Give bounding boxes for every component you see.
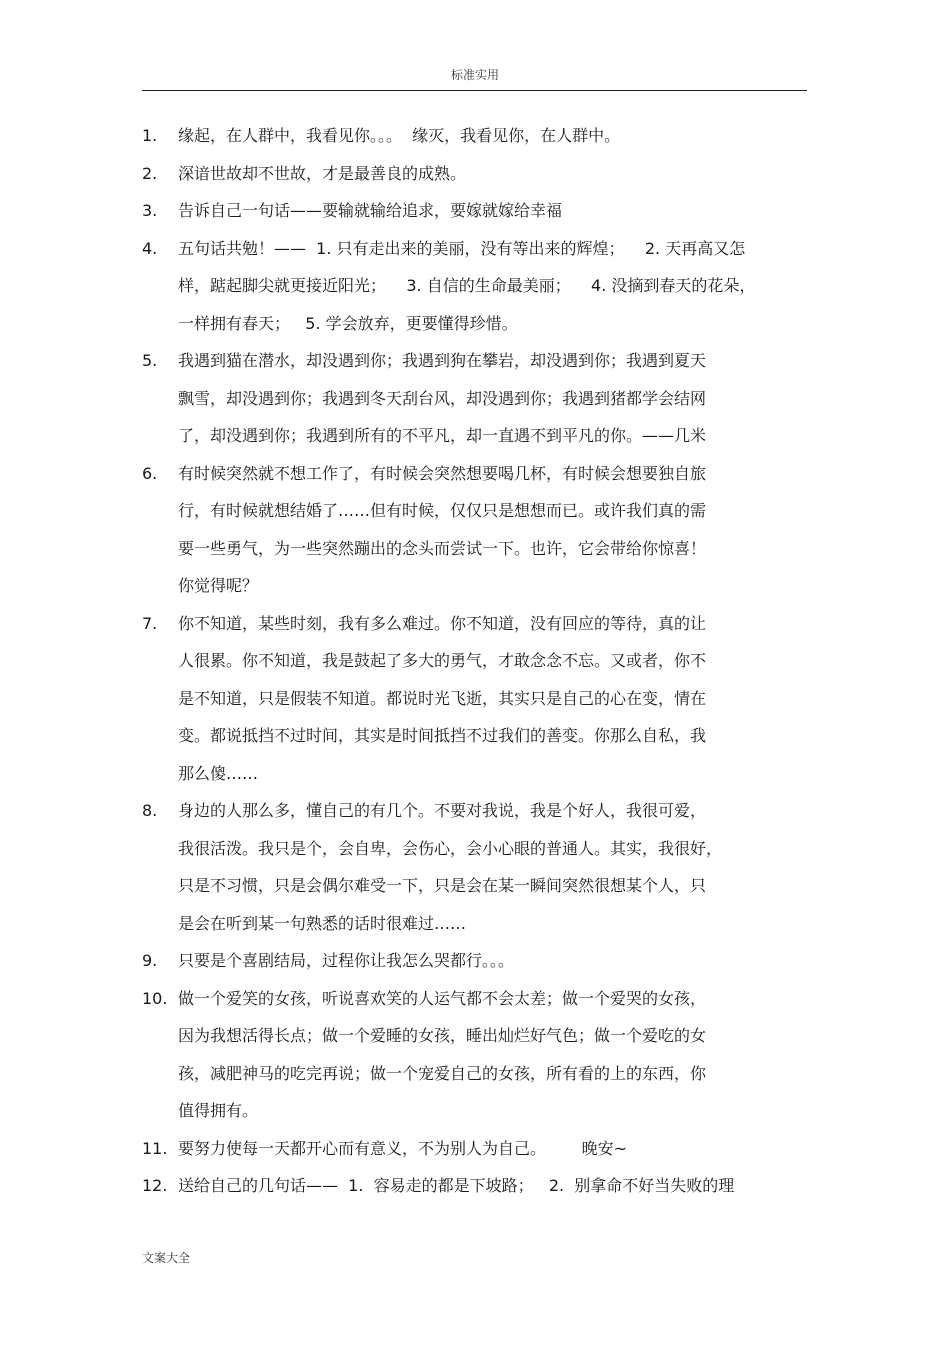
text-line: 一样拥有春天； 5. 学会放弃，更要懂得珍惜。 <box>178 313 518 333</box>
text-line: 深谙世故却不世故，才是最善良的成熟。 <box>178 163 467 183</box>
text-line: 因为我想活得长点；做一个爱睡的女孩，睡出灿烂好气色；做一个爱吃的女 <box>178 1026 707 1045</box>
text-line: 行，有时候就想结婚了……但有时候，仅仅只是想想而已。或许我们真的需 <box>178 501 707 520</box>
text-line: 做一个爱笑的女孩，听说喜欢笑的人运气都不会太差；做一个爱哭的女孩， <box>178 988 707 1008</box>
text-line: 要一些勇气，为一些突然蹦出的念头而尝试一下。也许，它会带给你惊喜！ <box>178 538 707 558</box>
text-line: 人很累。你不知道，我是鼓起了多大的勇气，才敢念念不忘。又或者，你不 <box>178 651 707 670</box>
text-line: 那么傻…… <box>178 763 259 783</box>
page-footer: 文案大全 <box>142 1251 191 1265</box>
text-line: 缘起，在人群中，我看见你。。。 缘灭，我看见你，在人群中。 <box>178 126 621 145</box>
text-line: 了，却没遇到你；我遇到所有的不平凡，却一直遇不到平凡的你。——几米 <box>178 426 707 445</box>
list-item-text <box>178 792 807 942</box>
text-line: 有时候突然就不想工作了，有时候会突然想要喝几杯，有时候会想要独自旅 <box>178 463 707 483</box>
list-item-number: 2. <box>142 163 158 183</box>
list-item-text <box>178 455 807 605</box>
list-item-number: 5. <box>142 351 158 370</box>
list-item-text <box>178 942 807 980</box>
list-item-text <box>178 342 807 455</box>
text-line: 样，踮起脚尖就更接近阳光； 3. 自信的生命最美丽； 4. 没摘到春天的花朵， <box>178 276 756 295</box>
text-line: 只要是个喜剧结局，过程你让我怎么哭都行。。。 <box>178 951 515 970</box>
list-item-number: 3. <box>142 201 158 220</box>
list-item <box>142 155 807 193</box>
text-line: 我遇到猫在潜水，却没遇到你；我遇到狗在攀岩，却没遇到你；我遇到夏天 <box>178 351 707 370</box>
list-item-text <box>178 1167 807 1205</box>
list-item <box>142 942 807 980</box>
text-line: 只是不习惯，只是会偶尔难受一下，只是会在某一瞬间突然很想某个人，只 <box>178 876 707 895</box>
header-divider <box>142 90 807 91</box>
text-line: 告诉自己一句话——要输就输给追求，要嫁就嫁给幸福 <box>178 201 563 220</box>
text-line: 飘雪，却没遇到你；我遇到冬天刮台风，却没遇到你；我遇到猪都学会结网 <box>178 388 707 408</box>
page-header: 标准实用 <box>450 68 499 82</box>
list-item-number: 10. <box>142 988 168 1008</box>
list-item-text <box>178 605 807 793</box>
list-item-text <box>178 1130 807 1168</box>
text-line: 是会在听到某一句熟悉的话时很难过…… <box>178 913 467 933</box>
text-line: 我很活泼。我只是个，会自卑，会伤心，会小心眼的普通人。其实，我很好， <box>178 838 723 858</box>
document-body <box>142 117 807 1205</box>
list-item-text <box>178 230 807 343</box>
list-item <box>142 1130 807 1168</box>
text-line: 送给自己的几句话—— 1. 容易走的都是下坡路； 2. 别拿命不好当失败的理 <box>178 1176 735 1195</box>
list-item <box>142 230 807 343</box>
text-line: 你不知道，某些时刻，我有多么难过。你不知道，没有回应的等待，真的让 <box>178 613 707 633</box>
list-item-number: 8. <box>142 801 158 820</box>
text-line: 值得拥有。 <box>178 1101 259 1120</box>
list-item-number: 9. <box>142 951 158 970</box>
list-item-text <box>178 155 807 193</box>
list-item-number: 12. <box>142 1176 168 1195</box>
list-item-number: 6. <box>142 463 158 483</box>
list-item <box>142 792 807 942</box>
list-item-text <box>178 980 807 1130</box>
text-line: 要努力使每一天都开心而有意义，不为别人为自己。 晚安~ <box>178 1138 628 1158</box>
text-line: 五句话共勉！—— 1. 只有走出来的美丽，没有等出来的辉煌； 2. 天再高又怎 <box>178 238 746 258</box>
list-item <box>142 605 807 793</box>
list-item-number: 1. <box>142 126 158 145</box>
list-item <box>142 342 807 455</box>
list-item <box>142 455 807 605</box>
list-item <box>142 980 807 1130</box>
text-line: 你觉得呢？ <box>178 576 259 595</box>
text-line: 身边的人那么多，懂自己的有几个。不要对我说，我是个好人，我很可爱， <box>178 801 707 820</box>
list-item-text <box>178 117 807 155</box>
list-item <box>142 1167 807 1205</box>
text-line: 孩，减肥神马的吃完再说；做一个宠爱自己的女孩，所有看的上的东西，你 <box>178 1063 707 1083</box>
list-item <box>142 192 807 230</box>
list-item-number: 11. <box>142 1138 168 1158</box>
list-item-text <box>178 192 807 230</box>
list-item-number: 7. <box>142 613 158 633</box>
list-item <box>142 117 807 155</box>
text-line: 是不知道，只是假装不知道。都说时光飞逝，其实只是自己的心在变，情在 <box>178 688 707 708</box>
text-line: 变。都说抵挡不过时间，其实是时间抵挡不过我们的善变。你那么自私，我 <box>178 726 707 745</box>
list-item-number: 4. <box>142 238 158 258</box>
